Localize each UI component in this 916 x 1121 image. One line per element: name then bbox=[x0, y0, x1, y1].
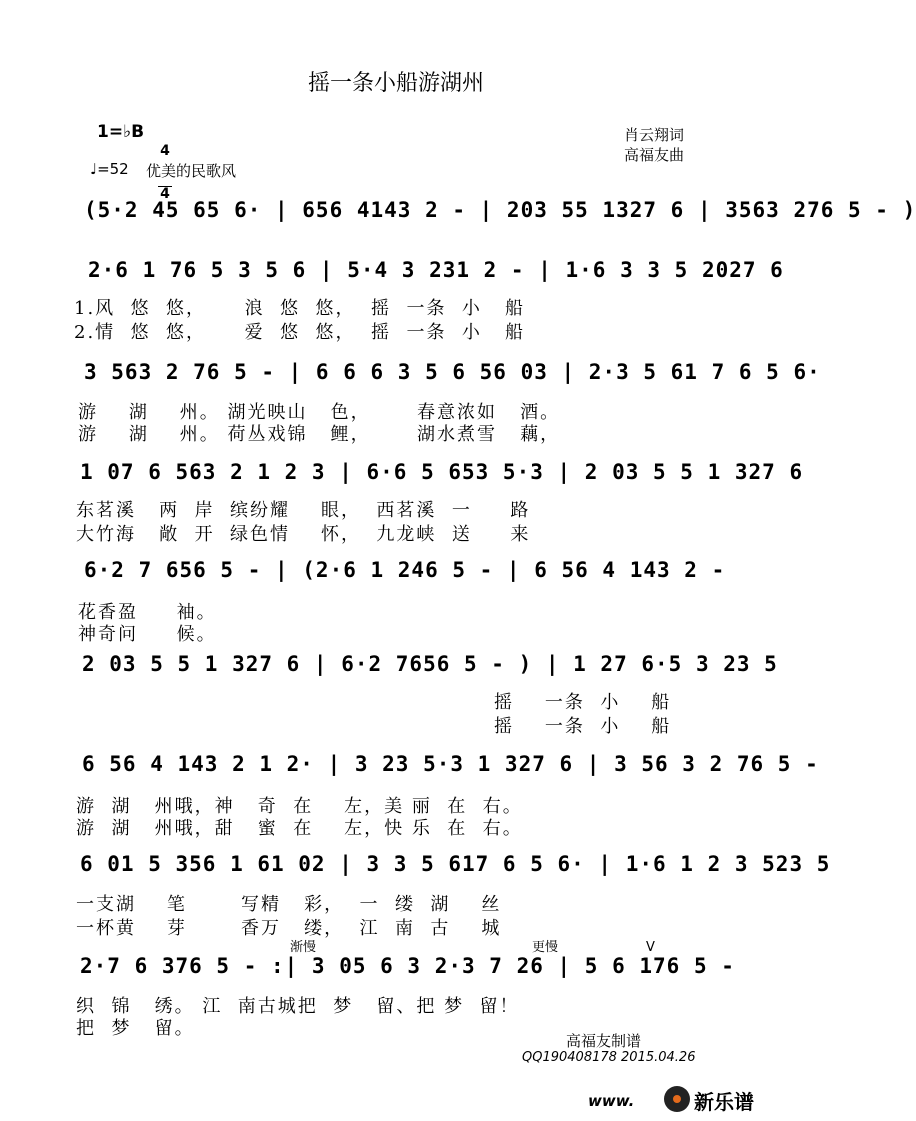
ritardando-mark: 渐慢 bbox=[290, 940, 317, 955]
system-9-notes: 2·7 6 376 5 - :| 3 05 6 3 2·3 7 26 | 5 6 176 5 - bbox=[80, 954, 735, 978]
site-url: www. bbox=[588, 1092, 635, 1110]
system-3-lyric-1: 游 湖 州。 湖光映山 色， 春意浓如 酒。 bbox=[78, 402, 561, 423]
key-signature: 1=♭B bbox=[97, 122, 145, 142]
system-4-lyric-2: 大竹海 敞 开 绿色情 怀， 九龙峡 送 来 bbox=[76, 524, 531, 545]
system-7-notes: 6 56 4 143 2 1 2· | 3 23 5·3 1 327 6 | 3 56 3 2 76 5 - bbox=[82, 752, 819, 776]
system-9-lyric-2: 把 梦 留。 bbox=[76, 1018, 195, 1039]
system-8-notes: 6 01 5 356 1 61 02 | 3 3 5 617 6 5 6· | 1·6 1 2 3 523 5 bbox=[80, 852, 831, 876]
composer: 高福友曲 bbox=[624, 146, 685, 164]
system-9-lyric-1: 织 锦 绣。 江 南古城把 梦 留、把 梦 留！ bbox=[76, 996, 520, 1017]
system-1-notes: (5·2 45 65 6· | 656 4143 2 - | 203 55 1327 6 | 3563 276 5 - ) bbox=[84, 198, 916, 222]
lyricist: 肖云翔词 bbox=[624, 126, 685, 144]
arranger-credit: 高福友制谱 bbox=[566, 1032, 642, 1050]
tempo-mark: ♩=52 bbox=[90, 160, 129, 178]
site-logo-icon bbox=[664, 1086, 690, 1112]
system-5-notes: 6·2 7 656 5 - | (2·6 1 246 5 - | 6 56 4 143 2 - bbox=[84, 558, 726, 582]
page-title: 摇一条小船游湖州 bbox=[307, 71, 484, 96]
system-6-notes: 2 03 5 5 1 327 6 | 6·2 7656 5 - ) | 1 27 6·5 3 23 5 bbox=[82, 652, 778, 676]
system-2-lyric-1: 1.风 悠 悠， 浪 悠 悠， 摇 一条 小 船 bbox=[74, 298, 526, 319]
contact-date: QQ190408178 2015.04.26 bbox=[522, 1050, 696, 1065]
system-5-lyric-1: 花香盈 袖。 bbox=[78, 602, 217, 623]
system-2-lyric-2: 2.情 悠 悠， 爱 悠 悠， 摇 一条 小 船 bbox=[74, 322, 526, 343]
more-ritardando-mark: 更慢 bbox=[532, 940, 559, 955]
system-4-notes: 1 07 6 563 2 1 2 3 | 6·6 5 653 5·3 | 2 03 5 5 1 327 6 bbox=[80, 460, 804, 484]
time-sig-top: 4 bbox=[160, 143, 170, 159]
system-8-lyric-2: 一杯黄 芽 香万 缕， 江 南 古 城 bbox=[76, 918, 502, 939]
system-7-lyric-1: 游 湖 州哦，神 奇 在 左，美 丽 在 右。 bbox=[76, 796, 523, 817]
site-brand: 新乐谱 bbox=[694, 1090, 754, 1114]
system-3-lyric-2: 游 湖 州。 荷丛戏锦 鲤， 湖水煮雪 藕， bbox=[78, 424, 561, 445]
system-8-lyric-1: 一支湖 笔 写精 彩， 一 缕 湖 丝 bbox=[76, 894, 502, 915]
system-4-lyric-1: 东茗溪 两 岸 缤纷耀 眼， 西茗溪 一 路 bbox=[76, 500, 531, 521]
system-2-notes: 2·6 1 76 5 3 5 6 | 5·4 3 231 2 - | 1·6 3 3 5 2027 6 bbox=[88, 258, 784, 282]
system-7-lyric-2: 游 湖 州哦，甜 蜜 在 左，快 乐 在 右。 bbox=[76, 818, 523, 839]
style-mark: 优美的民歌风 bbox=[146, 162, 237, 180]
system-5-lyric-2: 神奇问 候。 bbox=[78, 624, 217, 645]
time-sig-bottom: 4 bbox=[158, 186, 172, 201]
system-6-lyric-1: 摇 一条 小 船 bbox=[494, 692, 672, 713]
system-3-notes: 3 563 2 76 5 - | 6 6 6 3 5 6 56 03 | 2·3 5 61 7 6 5 6· bbox=[84, 360, 821, 384]
system-6-lyric-2: 摇 一条 小 船 bbox=[494, 716, 672, 737]
breath-mark: V bbox=[646, 940, 655, 955]
